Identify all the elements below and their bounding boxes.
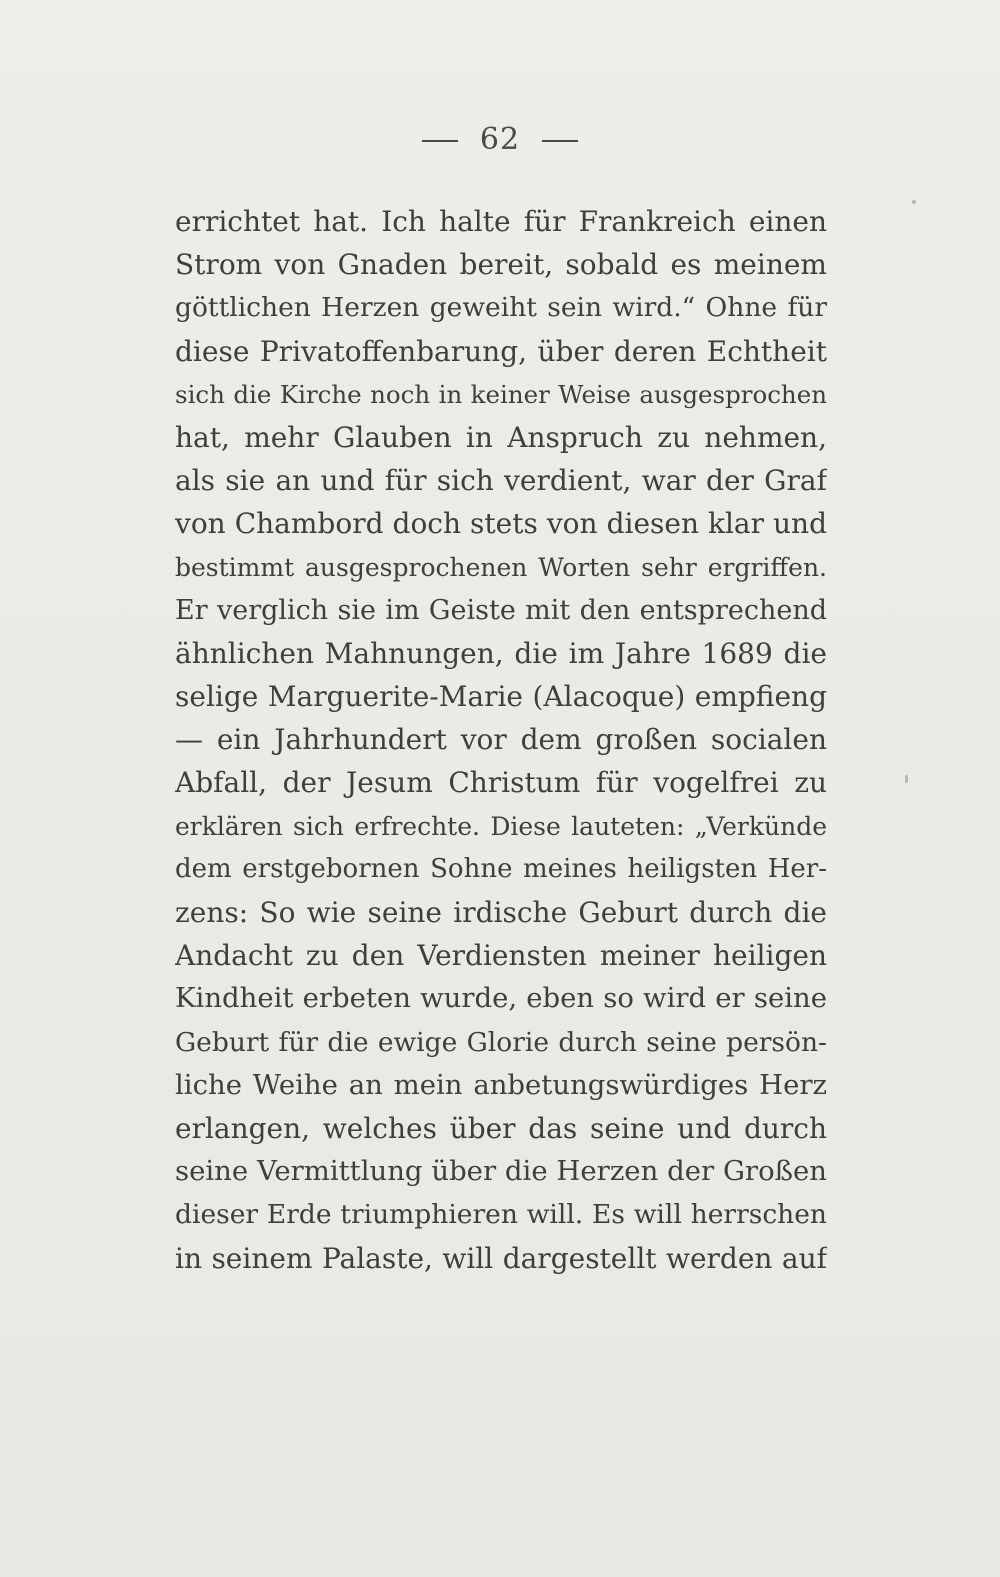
page-number: 62 [479,122,521,157]
header-dash-left [422,140,458,142]
text-line: göttlichen Herzen geweiht sein wird.“ Ohne für [175,292,827,324]
text-line: als sie an und für sich verdient, war der Graf [175,464,827,498]
text-line: hat, mehr Glauben in Anspruch zu nehmen, [175,420,827,454]
text-line: dem erstgebornen Sohne meines heiligsten Her- [175,853,827,884]
text-line: zens: So wie seine irdische Geburt durch die [175,896,827,929]
text-line: in seinem Palaste, will dargestellt werden auf [175,1241,827,1275]
text-line: erlangen, welches über das seine und durch [175,1111,827,1145]
text-line: errichtet hat. Ich halte für Frankreich einen [175,205,827,238]
text-line: bestimmt ausgesprochenen Worten sehr ergriffen. [175,552,827,582]
paper-speck [912,200,916,204]
header-dash-right [542,140,578,142]
text-line: Andacht zu den Verdiensten meiner heiligen [175,939,827,973]
paper-speck [905,775,908,783]
text-line: Er verglich sie im Geiste mit den entsprechend [175,594,827,626]
text-line: Geburt für die ewige Glorie durch seine persön- [175,1026,827,1058]
text-line: sich die Kirche noch in keiner Weise ausgesprochen [175,379,827,409]
text-line: Strom von Gnaden bereit, sobald es meinem [175,248,827,282]
text-line: erklären sich erfrechte. Diese lauteten: „Verkünde [175,811,827,841]
page-header [0,122,1000,157]
text-line: — ein Jahrhundert vor dem großen socialen [175,723,827,757]
text-line: selige Marguerite-Marie (Alacoque) empfieng [175,680,827,714]
text-line: Abfall, der Jesum Christum für vogelfrei zu [175,766,827,800]
text-line: seine Vermittlung über die Herzen der Großen [175,1155,827,1188]
text-line: von Chambord doch stets von diesen klar und [175,507,827,541]
text-line: dieser Erde triumphieren will. Es will herrschen [175,1199,827,1231]
text-line: liche Weihe an mein anbetungswürdiges Herz [175,1068,827,1101]
text-line: diese Privatoffenbarung, über deren Echtheit [175,334,827,368]
text-line: ähnlichen Mahnungen, die im Jahre 1689 die [175,636,827,670]
body-text [175,200,827,1280]
text-line: Kindheit erbeten wurde, eben so wird er seine [175,982,827,1015]
